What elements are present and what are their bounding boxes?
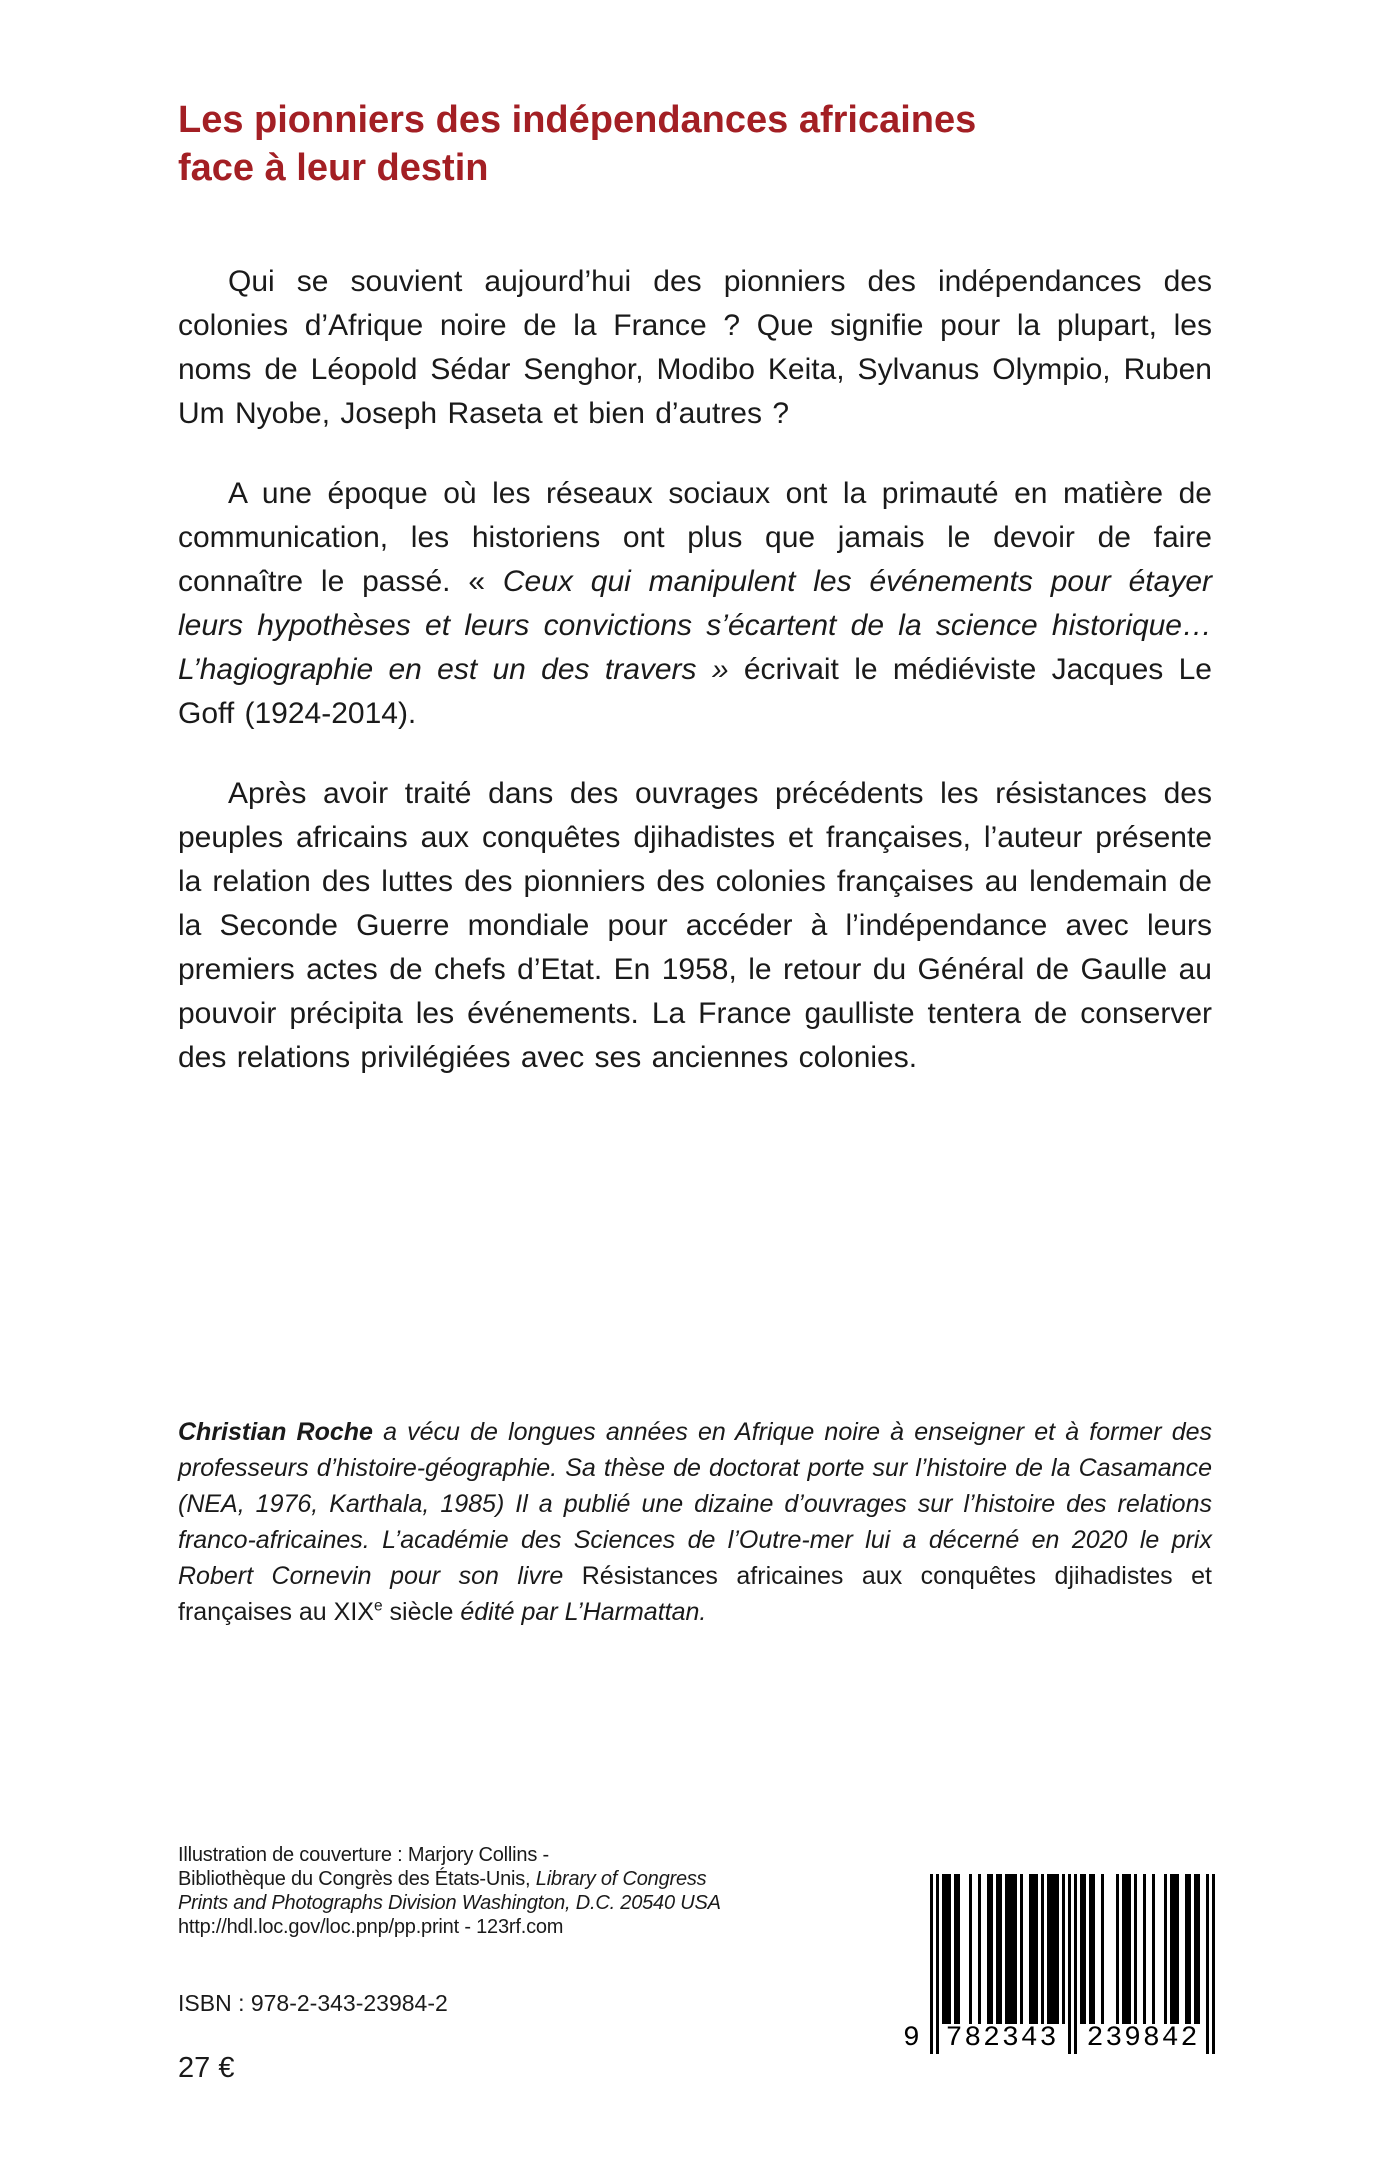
barcode-system-digit: 9: [903, 2023, 920, 2054]
author-name: Christian Roche: [178, 1418, 373, 1446]
quotation-italic: Ceux qui manipulent les événements pour étayer leurs hypothèses et leurs convictions s’écartent de la science historique… L’hagiographie en est un des travers »: [178, 565, 1212, 686]
price-text: 27 €: [178, 2052, 235, 2084]
author-bio: [178, 1414, 1212, 1630]
book-title-reference: siècle: [382, 1598, 461, 1626]
synopsis-paragraph-1: [178, 260, 1212, 436]
title-line-1: Les pionniers des indépendances africaines: [178, 99, 977, 141]
synopsis-paragraph-2: [178, 472, 1212, 736]
paragraph-text: écrivait le médiéviste Jacques Le Goff (1924-2014).: [178, 653, 1212, 730]
credit-line-4: http://hdl.loc.gov/loc.pnp/pp.print - 123rf.com: [178, 1916, 564, 1938]
bio-text: édité par L’Harmattan.: [460, 1598, 707, 1626]
barcode-right-digits: 239842: [1086, 2023, 1200, 2054]
credit-text: Bibliothèque du Congrès des États-Unis,: [178, 1868, 536, 1890]
barcode: [903, 1874, 1215, 2058]
bio-text: a vécu de longues années en Afrique noire à enseigner et à former des professeurs d’histoire-géographie. Sa thèse de doctorat porte sur l’histoire de la Casamance (NEA, 1976, Karthala, 1985) Il a publié une dizaine d’ouvrages sur l’histoire des relations franco-africaines. L’académie des Sciences de l’Outre-mer lui a décerné en 2020 le prix Robert Cornevin pour son livre: [178, 1418, 1213, 1590]
barcode-module: [1212, 1874, 1215, 2054]
credit-line-3: [178, 1891, 838, 1915]
paragraph-text: Après avoir traité dans des ouvrages précédents les résistances des peuples africains aux conquêtes djihadistes et françaises, l’auteur présente la relation des luttes des pionniers des colonies françaises au lendemain de la Seconde Guerre mondiale pour accéder à l’indépendance avec leurs premiers actes de chefs d’Etat. En 1958, le retour du Général de Gaulle au pouvoir précipita les événements. La France gaulliste tentera de conserver des relations privilégiées avec ses anciennes colonies.: [178, 777, 1212, 1074]
book-title-reference: Résistances africaines aux conquêtes djihadistes et françaises au XIX: [178, 1562, 1213, 1626]
credit-source-italic: Library of Congress: [535, 1868, 707, 1890]
paragraph-text: A une époque où les réseaux sociaux ont la primauté en matière de communication, les historiens ont plus que jamais le devoir de faire connaître le passé. «: [178, 477, 1212, 598]
credit-line-1: Illustration de couverture : Marjory Collins -: [178, 1844, 549, 1866]
credit-source-italic: Prints and Photographs Division Washington, D.C. 20540 USA: [178, 1892, 721, 1914]
isbn-text: ISBN : 978-2-343-23984-2: [178, 1990, 448, 2016]
title-line-2: face à leur destin: [178, 147, 489, 189]
credit-line-2: [178, 1867, 838, 1891]
paragraph-text: Qui se souvient aujourd’hui des pionniers des indépendances des colonies d’Afrique noire de la France ? Que signifie pour la plupart, les noms de Léopold Sédar Senghor, Modibo Keita, Sylvanus Olympio, Ruben Um Nyobe, Joseph Raseta et bien d’autres ?: [178, 265, 1212, 430]
cover-credits: [178, 1843, 838, 1939]
ordinal-superscript: e: [373, 1597, 383, 1615]
page-title: [178, 96, 976, 192]
synopsis-paragraph-3: [178, 772, 1212, 1080]
barcode-left-digits: 782343: [945, 2023, 1059, 2054]
synopsis: [178, 260, 1212, 1116]
